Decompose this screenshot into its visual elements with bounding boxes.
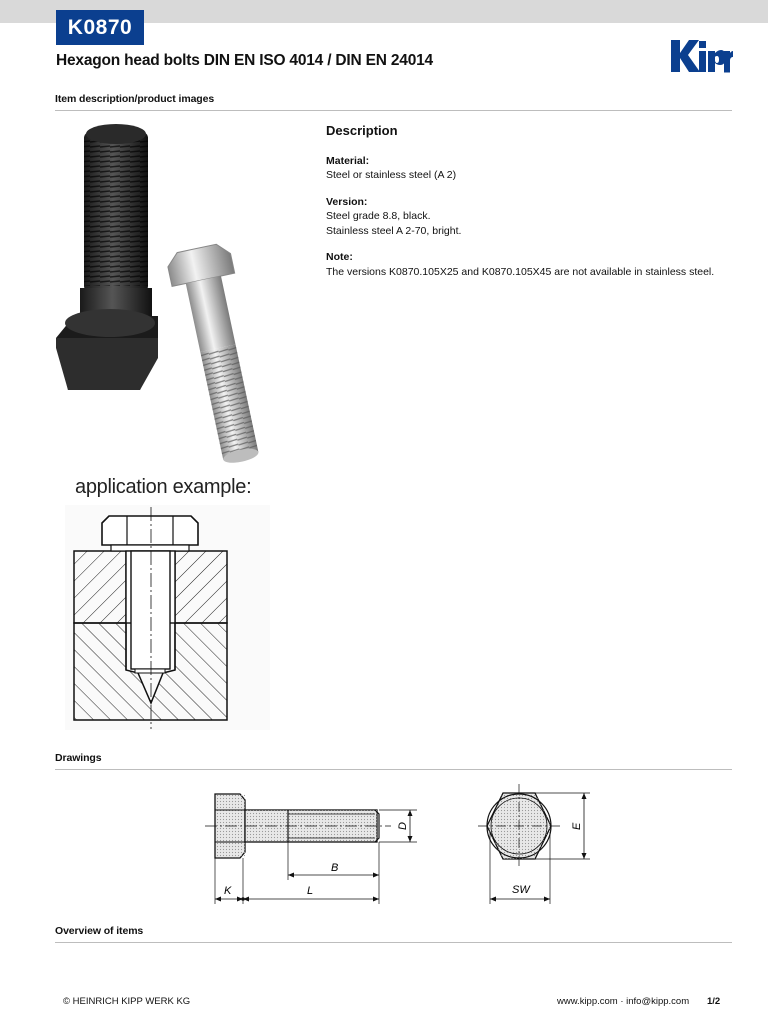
description-heading: Description xyxy=(326,123,398,138)
note-text: The versions K0870.105X25 and K0870.105X45 are not available in stainless steel. xyxy=(326,265,715,278)
section-item-description: Item description/product images xyxy=(55,93,215,105)
technical-drawing-side-view xyxy=(195,782,425,907)
dim-label-B: B xyxy=(331,862,339,874)
divider xyxy=(55,942,732,943)
section-drawings: Drawings xyxy=(55,752,102,764)
version-line-2: Stainless steel A 2-70, bright. xyxy=(326,224,462,237)
application-example-title: application example: xyxy=(75,476,252,498)
product-code-badge: K0870 xyxy=(56,10,144,45)
material-text: Steel or stainless steel (A 2) xyxy=(326,169,457,181)
dim-label-SW: SW xyxy=(512,884,530,896)
version-line-1: Steel grade 8.8, black. xyxy=(326,210,431,222)
footer-copyright: © HEINRICH KIPP WERK KG xyxy=(63,996,191,1007)
kipp-logo xyxy=(668,38,734,74)
footer-contact-link[interactable]: www.kipp.com · info@kipp.com xyxy=(557,996,690,1007)
version-label: Version: xyxy=(326,195,368,208)
dim-label-D: D xyxy=(397,822,409,830)
divider xyxy=(55,110,732,111)
divider xyxy=(55,769,732,770)
technical-drawing-end-view xyxy=(470,782,600,907)
material-label: Material: xyxy=(326,154,370,167)
dim-label-L: L xyxy=(307,885,314,897)
product-image xyxy=(50,118,290,468)
dim-label-K: K xyxy=(224,885,232,897)
section-overview: Overview of items xyxy=(55,925,144,937)
note-label: Note: xyxy=(326,251,353,263)
page-title: Hexagon head bolts DIN EN ISO 4014 / DIN EN 24014 xyxy=(56,52,433,69)
description-block xyxy=(326,124,736,291)
application-example-drawing xyxy=(65,505,270,730)
footer-page-number: 1/2 xyxy=(707,996,721,1007)
dim-label-E: E xyxy=(571,822,583,830)
